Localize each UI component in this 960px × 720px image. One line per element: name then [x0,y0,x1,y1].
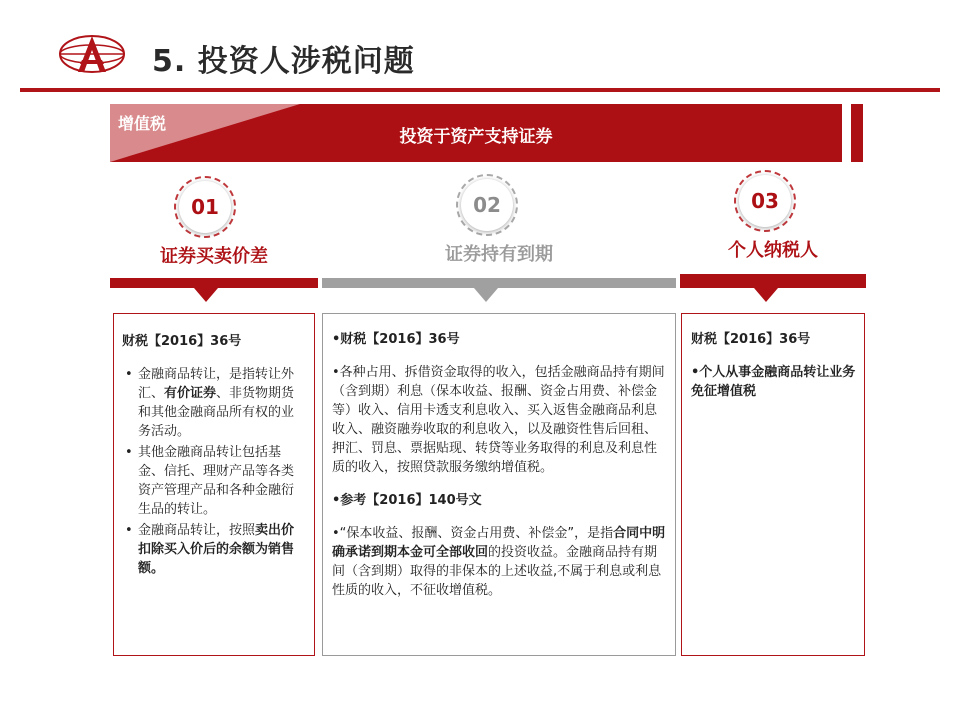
bullet-list-1 [122,365,306,578]
bullet-text: 有价证券 [164,386,217,401]
step-number-2: 02 [461,179,513,231]
column-title-2: 证券持有到期 [445,244,553,265]
banner-title: 投资于资产支持证券 [399,127,553,147]
box-paragraph-2b [332,524,669,600]
box-heading-2: •财税【2016】36号 [332,332,460,347]
column-pointer-2 [474,288,498,302]
bullet-text: 金融商品转让，按照 [138,523,256,538]
step-number-3: 03 [739,175,791,227]
box-heading-3: 财税【2016】36号 [691,332,811,347]
column-pointer-3 [754,288,778,302]
para2-text-a: •“保本收益、报酬、资金占用费、补偿金”，是指 [332,526,614,541]
page-title: 5. 投资人涉税问题 [152,44,415,79]
box-paragraph-2a: •各种占用、拆借资金取得的收入，包括金融商品持有期间（含到期）利息（保本收益、报酬、资金占用费、补偿金等）收入、信用卡透支利息收入、买入返售金融商品利息收入、融资融券收取的利息收入，以及融资性售后回租、押汇、罚息、票据贴现、转贷等业务取得的利息及利息性质的收入，按照贷款服务缴纳增值税。 [332,365,665,475]
bullet-item [138,365,306,441]
para2-text-c: 的投资收益。金融商品持有期间（含到期）取得的非保本的上述收益,不属于利息或利息性质的收入，不征收增值税。 [332,545,662,598]
box-text-3: •个人从事金融商品转让业务免征增值税 [691,365,856,399]
bullet-text: 其他金融商品转让包括基金、信托、理财产品等各类资产管理产品和各种金融衍生品的转让。 [138,445,295,517]
box-subheading-2: •参考【2016】140号文 [332,493,482,508]
column-pointer-1 [194,288,218,302]
column-title-1: 证券买卖价差 [160,246,268,267]
bullet-text: 、非货物期货和其他金融商品所有权的业务活动。 [138,386,295,439]
column-box-3 [681,313,865,656]
bullet-text: 金融商品转让，是指转让外汇、 [138,367,295,401]
step-circle-2 [456,174,518,236]
banner-tag: 增值税 [118,114,167,133]
step-circle-1 [174,176,236,238]
box-heading-1: 财税【2016】36号 [122,334,242,349]
column-box-1 [113,313,315,656]
column-box-2 [322,313,676,656]
bullet-text: 卖出价扣除买入价后的余额为销售额。 [138,523,295,576]
column-bar-1 [110,278,318,288]
column-bar-2 [322,278,676,288]
step-circle-3 [734,170,796,232]
bullet-item [138,443,306,519]
bullet-item [138,521,306,578]
column-title-3: 个人纳税人 [728,240,818,261]
para2-text-bold: 合同中明确承诺到期本金可全部收回 [332,526,666,560]
column-bar-3 [680,274,866,288]
step-number-1: 01 [179,181,231,233]
